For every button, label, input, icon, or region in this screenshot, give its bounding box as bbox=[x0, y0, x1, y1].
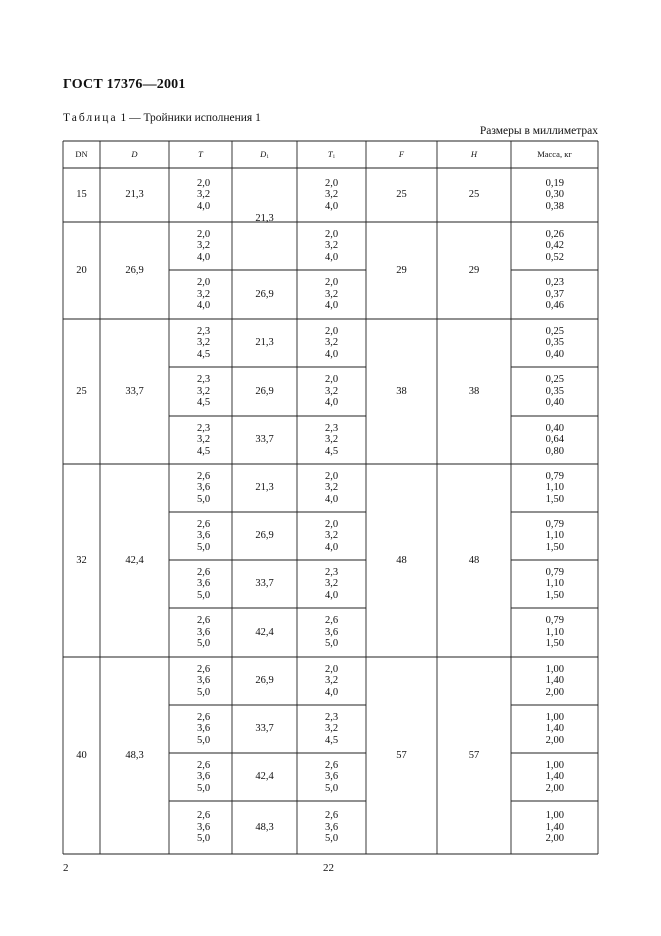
mass-cell bbox=[511, 712, 564, 747]
cell-value: 4,0 bbox=[325, 589, 339, 601]
t-cell bbox=[197, 615, 232, 650]
cell-value: 1,10 bbox=[545, 578, 564, 590]
cell-value: 1,00 bbox=[545, 663, 564, 675]
f-cell: 38 bbox=[396, 385, 407, 397]
cell-value: 1,00 bbox=[545, 711, 564, 723]
cell-value: 5,0 bbox=[197, 638, 211, 650]
cell-value: 5,0 bbox=[325, 638, 339, 650]
column-header-label: D bbox=[131, 149, 138, 159]
d1-cell: 21,3 bbox=[255, 337, 274, 348]
cell-value: 5,0 bbox=[197, 541, 211, 553]
mass-cell bbox=[511, 519, 564, 554]
cell-value: 4,0 bbox=[197, 251, 211, 263]
mass-cell bbox=[511, 760, 564, 795]
cell-value: 3,2 bbox=[325, 482, 339, 494]
cell-value: 4,0 bbox=[325, 493, 339, 505]
d-cell: 42,4 bbox=[125, 554, 144, 566]
cell-value: 2,6 bbox=[197, 663, 211, 675]
column-header bbox=[297, 149, 366, 160]
cell-value: 0,42 bbox=[545, 240, 564, 252]
cell-value: 2,0 bbox=[325, 374, 339, 386]
cell-value: 1,40 bbox=[545, 723, 564, 735]
cell-value: 2,0 bbox=[197, 277, 211, 289]
cell-value: 2,0 bbox=[325, 177, 339, 189]
t-cell bbox=[197, 810, 232, 845]
t-cell bbox=[197, 471, 232, 506]
cell-value: 1,50 bbox=[545, 638, 564, 650]
d1-cell: 26,9 bbox=[255, 288, 274, 300]
cell-value: 3,6 bbox=[197, 626, 211, 638]
cell-value: 2,3 bbox=[325, 566, 339, 578]
d1-cell: 26,9 bbox=[255, 675, 274, 686]
cell-value: 1,50 bbox=[545, 589, 564, 601]
cell-value: 2,00 bbox=[545, 686, 564, 698]
d1-cell: 21,3 bbox=[255, 482, 274, 493]
t-cell bbox=[197, 567, 232, 602]
cell-value: 2,00 bbox=[545, 782, 564, 794]
d1-cell: 33,7 bbox=[255, 434, 274, 445]
t1-cell bbox=[325, 615, 366, 650]
cell-value: 1,00 bbox=[545, 759, 564, 771]
cell-value: 3,2 bbox=[197, 385, 211, 397]
cell-value: 2,6 bbox=[197, 759, 211, 771]
cell-value: 0,80 bbox=[545, 445, 564, 457]
column-header bbox=[366, 149, 437, 159]
cell-value: 0,30 bbox=[545, 189, 564, 201]
cell-value: 0,38 bbox=[545, 200, 564, 212]
cell-value: 1,10 bbox=[545, 482, 564, 494]
t-cell bbox=[197, 423, 232, 458]
t-cell bbox=[197, 519, 232, 554]
h-cell: 25 bbox=[468, 189, 480, 200]
t-cell bbox=[197, 229, 232, 264]
document-code: ГОСТ 17376—2001 bbox=[63, 77, 186, 92]
dn-cell: 15 bbox=[76, 189, 87, 200]
cell-value: 2,3 bbox=[197, 422, 211, 434]
cell-value: 2,0 bbox=[325, 228, 339, 240]
cell-value: 3,2 bbox=[325, 240, 339, 252]
cell-value: 0,40 bbox=[545, 348, 564, 360]
cell-value: 3,2 bbox=[197, 189, 211, 201]
table-caption-prefix: Таблица bbox=[63, 112, 118, 124]
cell-value: 4,0 bbox=[325, 686, 339, 698]
t-cell bbox=[197, 277, 232, 312]
cell-value: 2,3 bbox=[197, 374, 211, 386]
cell-value: 2,0 bbox=[197, 228, 211, 240]
cell-value: 3,2 bbox=[197, 240, 211, 252]
cell-value: 0,64 bbox=[545, 434, 564, 446]
cell-value: 1,50 bbox=[545, 493, 564, 505]
cell-value: 4,5 bbox=[197, 445, 211, 457]
column-header bbox=[63, 149, 100, 159]
t1-cell bbox=[325, 471, 366, 506]
t-cell bbox=[197, 760, 232, 795]
d-cell: 33,7 bbox=[125, 385, 144, 397]
cell-value: 4,0 bbox=[325, 348, 339, 360]
f-cell: 57 bbox=[396, 749, 407, 761]
cell-value: 3,2 bbox=[325, 385, 339, 397]
cell-value: 3,6 bbox=[197, 771, 211, 783]
cell-value: 3,2 bbox=[325, 675, 339, 687]
cell-value: 4,5 bbox=[197, 397, 211, 409]
cell-value: 3,6 bbox=[197, 723, 211, 735]
column-header-label: F bbox=[398, 149, 405, 159]
cell-value: 3,6 bbox=[197, 578, 211, 590]
cell-value: 4,0 bbox=[197, 300, 211, 312]
cell-value: 3,2 bbox=[325, 530, 339, 542]
cell-value: 1,10 bbox=[545, 626, 564, 638]
d1-cell: 21,3 bbox=[255, 213, 274, 224]
cell-value: 4,0 bbox=[197, 200, 211, 212]
cell-value: 0,23 bbox=[545, 277, 564, 289]
t-cell bbox=[197, 374, 232, 409]
t1-cell bbox=[325, 567, 366, 602]
column-header-label: T bbox=[198, 149, 203, 159]
cell-value: 0,40 bbox=[545, 397, 564, 409]
cell-value: 3,2 bbox=[197, 288, 211, 300]
cell-value: 5,0 bbox=[197, 734, 211, 746]
mass-cell bbox=[511, 615, 564, 650]
cell-value: 0,35 bbox=[545, 385, 564, 397]
column-header-label: D bbox=[260, 149, 267, 159]
cell-value: 2,6 bbox=[325, 759, 339, 771]
cell-value: 3,6 bbox=[197, 675, 211, 687]
cell-value: 5,0 bbox=[197, 833, 211, 845]
d-cell: 48,3 bbox=[125, 749, 144, 761]
page-number-center: 22 bbox=[323, 862, 334, 874]
mass-cell bbox=[511, 423, 564, 458]
column-header-subscript: 1 bbox=[266, 155, 269, 160]
mass-cell bbox=[511, 567, 564, 602]
cell-value: 1,50 bbox=[545, 541, 564, 553]
cell-value: 0,79 bbox=[545, 566, 564, 578]
cell-value: 0,52 bbox=[545, 251, 564, 263]
cell-value: 5,0 bbox=[325, 833, 339, 845]
cell-value: 3,6 bbox=[325, 626, 339, 638]
cell-value: 0,26 bbox=[545, 228, 564, 240]
cell-value: 4,0 bbox=[325, 200, 339, 212]
cell-value: 0,40 bbox=[545, 422, 564, 434]
h-cell: 48 bbox=[468, 554, 480, 566]
cell-value: 0,35 bbox=[545, 337, 564, 349]
column-header-subscript: 1 bbox=[332, 155, 336, 160]
t1-cell bbox=[325, 519, 366, 554]
cell-value: 3,6 bbox=[325, 771, 339, 783]
t1-cell bbox=[325, 664, 366, 699]
d1-cell: 42,4 bbox=[255, 771, 274, 782]
h-cell: 57 bbox=[468, 749, 480, 761]
units-note: Размеры в миллиметрах bbox=[479, 125, 598, 137]
mass-cell bbox=[511, 277, 564, 312]
column-header-label: DN bbox=[75, 149, 88, 159]
cell-value: 2,6 bbox=[325, 810, 339, 822]
cell-value: 2,3 bbox=[325, 711, 339, 723]
cell-value: 2,3 bbox=[197, 325, 211, 337]
cell-value: 3,2 bbox=[325, 288, 339, 300]
d1-cell: 26,9 bbox=[255, 385, 274, 397]
cell-value: 4,0 bbox=[325, 251, 339, 263]
column-header bbox=[100, 149, 169, 159]
cell-value: 1,10 bbox=[545, 530, 564, 542]
t-cell bbox=[197, 326, 232, 361]
cell-value: 2,6 bbox=[197, 566, 211, 578]
table-caption-title: 1 — Тройники исполнения 1 bbox=[117, 112, 261, 124]
t1-cell bbox=[325, 277, 366, 312]
t1-cell bbox=[325, 229, 366, 264]
cell-value: 5,0 bbox=[197, 686, 211, 698]
cell-value: 3,6 bbox=[197, 530, 211, 542]
cell-value: 1,40 bbox=[545, 771, 564, 783]
cell-value: 2,0 bbox=[197, 177, 211, 189]
column-header bbox=[511, 149, 598, 159]
mass-cell bbox=[511, 326, 564, 361]
cell-value: 3,2 bbox=[325, 578, 339, 590]
cell-value: 0,79 bbox=[545, 470, 564, 482]
mass-cell bbox=[511, 229, 564, 264]
dn-cell: 20 bbox=[76, 264, 87, 276]
mass-cell bbox=[511, 664, 564, 699]
d-cell: 26,9 bbox=[125, 264, 144, 276]
cell-value: 3,2 bbox=[325, 434, 339, 446]
cell-value: 0,19 bbox=[545, 177, 564, 189]
cell-value: 0,79 bbox=[545, 615, 564, 627]
column-header bbox=[232, 149, 297, 160]
d1-cell: 33,7 bbox=[255, 578, 274, 589]
cell-value: 0,46 bbox=[545, 300, 564, 312]
dn-cell: 40 bbox=[76, 749, 87, 761]
t1-cell bbox=[325, 810, 366, 845]
cell-value: 2,00 bbox=[545, 833, 564, 845]
cell-value: 5,0 bbox=[325, 782, 339, 794]
cell-value: 4,5 bbox=[197, 348, 211, 360]
cell-value: 3,6 bbox=[325, 821, 339, 833]
cell-value: 2,6 bbox=[197, 470, 211, 482]
cell-value: 5,0 bbox=[197, 493, 211, 505]
cell-value: 4,5 bbox=[325, 734, 339, 746]
cell-value: 3,2 bbox=[325, 189, 339, 201]
column-header bbox=[437, 149, 511, 159]
d1-cell: 26,9 bbox=[255, 530, 274, 541]
cell-value: 5,0 bbox=[197, 589, 211, 601]
t1-cell bbox=[325, 423, 366, 458]
cell-value: 2,6 bbox=[197, 615, 211, 627]
cell-value: 3,6 bbox=[197, 821, 211, 833]
mass-cell bbox=[511, 374, 564, 409]
t1-cell bbox=[325, 178, 366, 213]
t1-cell bbox=[325, 712, 366, 747]
f-cell: 25 bbox=[396, 189, 407, 200]
column-header-label: Масса, кг bbox=[537, 149, 572, 159]
d1-cell: 33,7 bbox=[255, 723, 274, 734]
d1-cell: 42,4 bbox=[255, 626, 274, 638]
cell-value: 4,5 bbox=[325, 445, 339, 457]
cell-value: 2,0 bbox=[325, 518, 339, 530]
mass-cell bbox=[511, 810, 564, 845]
t-cell bbox=[197, 712, 232, 747]
dn-cell: 25 bbox=[76, 385, 87, 397]
cell-value: 2,0 bbox=[325, 663, 339, 675]
t-cell bbox=[197, 178, 232, 213]
t-cell bbox=[197, 664, 232, 699]
h-cell: 29 bbox=[468, 264, 480, 276]
mass-cell bbox=[511, 178, 564, 213]
cell-value: 0,79 bbox=[545, 518, 564, 530]
cell-value: 3,2 bbox=[197, 434, 211, 446]
cell-value: 2,6 bbox=[197, 810, 211, 822]
column-header-label: T bbox=[327, 149, 333, 159]
page-number-left: 2 bbox=[63, 862, 69, 874]
column-header-label: H bbox=[470, 149, 478, 159]
cell-value: 2,0 bbox=[325, 277, 339, 289]
cell-value: 0,37 bbox=[545, 288, 564, 300]
cell-value: 3,2 bbox=[197, 337, 211, 349]
cell-value: 4,0 bbox=[325, 300, 339, 312]
cell-value: 0,25 bbox=[545, 374, 564, 386]
t1-cell bbox=[325, 374, 366, 409]
h-cell: 38 bbox=[468, 385, 480, 397]
cell-value: 2,6 bbox=[197, 711, 211, 723]
cell-value: 4,0 bbox=[325, 541, 339, 553]
cell-value: 1,00 bbox=[545, 810, 564, 822]
cell-value: 4,0 bbox=[325, 397, 339, 409]
t1-cell bbox=[325, 326, 366, 361]
cell-value: 1,40 bbox=[545, 675, 564, 687]
cell-value: 2,3 bbox=[325, 422, 339, 434]
d1-cell: 48,3 bbox=[255, 821, 274, 833]
cell-value: 3,2 bbox=[325, 723, 339, 735]
cell-value: 2,6 bbox=[325, 615, 339, 627]
cell-value: 2,0 bbox=[325, 470, 339, 482]
mass-cell bbox=[511, 471, 564, 506]
t1-cell bbox=[325, 760, 366, 795]
cell-value: 3,6 bbox=[197, 482, 211, 494]
cell-value: 2,00 bbox=[545, 734, 564, 746]
f-cell: 29 bbox=[396, 264, 407, 276]
cell-value: 1,40 bbox=[545, 821, 564, 833]
cell-value: 2,0 bbox=[325, 325, 339, 337]
d-cell: 21,3 bbox=[125, 189, 144, 200]
f-cell: 48 bbox=[396, 554, 407, 566]
cell-value: 0,25 bbox=[545, 325, 564, 337]
column-header bbox=[169, 149, 232, 159]
cell-value: 2,6 bbox=[197, 518, 211, 530]
cell-value: 3,2 bbox=[325, 337, 339, 349]
cell-value: 5,0 bbox=[197, 782, 211, 794]
dn-cell: 32 bbox=[76, 554, 87, 566]
